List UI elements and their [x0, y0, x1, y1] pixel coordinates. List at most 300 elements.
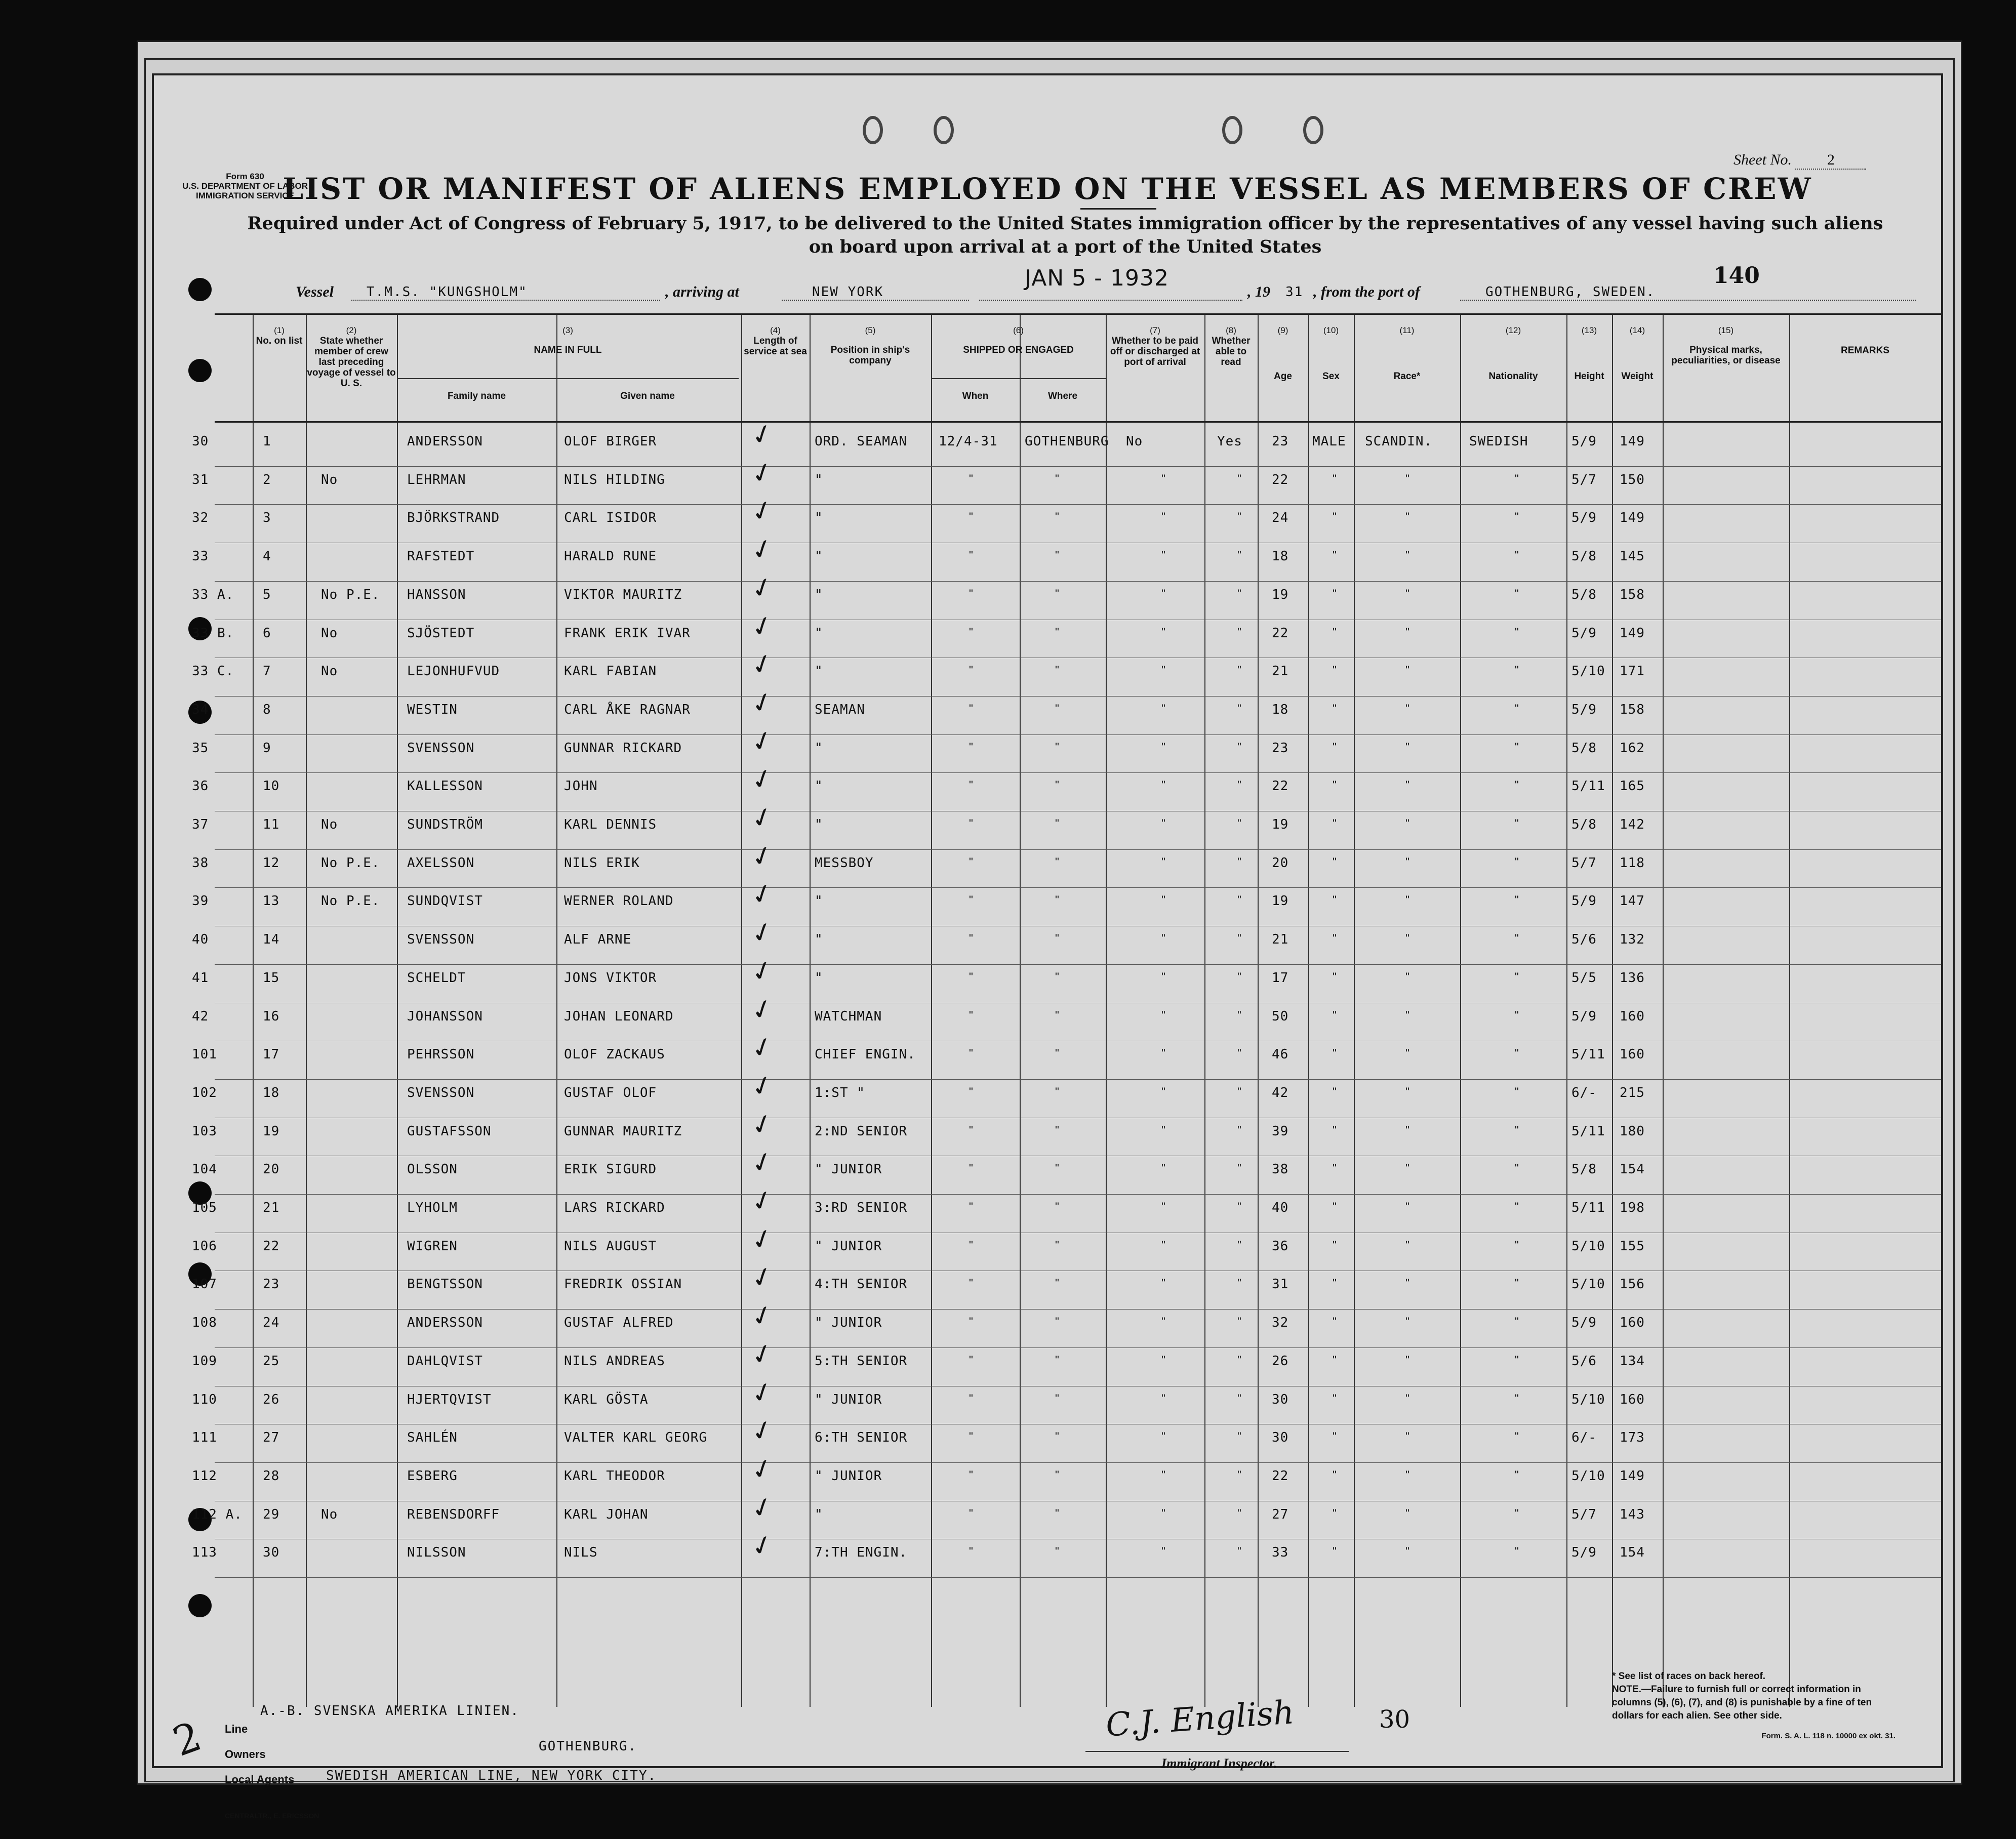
family-name: JOHANSSON: [407, 1008, 483, 1024]
footer-notes: [1612, 1670, 1896, 1743]
nationality: ": [1515, 970, 1519, 983]
family-name: GUSTAFSSON: [407, 1123, 492, 1139]
age: 36: [1272, 1238, 1289, 1254]
paid-off: ": [1161, 549, 1165, 562]
race: ": [1405, 1238, 1409, 1251]
age: 30: [1272, 1430, 1289, 1446]
age: 50: [1272, 1008, 1289, 1024]
previous-voyage: No P.E.: [321, 587, 380, 602]
column-divider: [253, 315, 254, 1707]
position: 6:TH SENIOR: [815, 1430, 908, 1446]
date-stamp: JAN 5 - 1932: [1025, 265, 1170, 291]
given-name: OLOF BIRGER: [564, 434, 657, 449]
able-to-read: ": [1237, 817, 1241, 830]
position: ": [815, 817, 823, 832]
check-mark: ✓: [747, 1528, 778, 1564]
height: 5/10: [1571, 1238, 1605, 1254]
position: ": [815, 779, 823, 794]
position: ": [815, 664, 823, 679]
col-label: Position in ship's company: [830, 345, 910, 366]
sex: ": [1333, 893, 1337, 907]
shipped-where: ": [1055, 1162, 1059, 1175]
check-mark: ✓: [747, 1298, 778, 1334]
list-number: 18: [263, 1085, 280, 1100]
age: 40: [1272, 1200, 1289, 1215]
height: 6/-: [1571, 1430, 1597, 1446]
race: ": [1405, 817, 1409, 830]
weight: 145: [1620, 549, 1645, 564]
weight: 180: [1620, 1123, 1645, 1139]
col-label: No. on list: [256, 336, 303, 346]
paid-off: ": [1161, 932, 1165, 945]
check-mark: ✓: [747, 992, 778, 1028]
weight: 132: [1620, 932, 1645, 948]
col-num: (7): [1150, 325, 1160, 335]
col-label: Race*: [1393, 371, 1421, 382]
col-num: (1): [274, 325, 285, 335]
margin-number: 31: [192, 472, 209, 487]
col-header-weight: [1612, 325, 1663, 382]
height: 5/9: [1571, 1315, 1597, 1331]
weight: 171: [1620, 664, 1645, 679]
check-mark: ✓: [747, 723, 778, 759]
column-divider: [397, 315, 398, 1707]
able-to-read: ": [1237, 1468, 1241, 1481]
position: MESSBOY: [815, 855, 874, 871]
col-label: Nationality: [1488, 371, 1538, 382]
margin-number: 111: [192, 1430, 217, 1446]
height: 5/10: [1571, 1277, 1605, 1292]
table-row: [215, 887, 1941, 888]
given-name: NILS ERIK: [564, 855, 640, 871]
nationality: ": [1515, 779, 1519, 792]
able-to-read: ": [1237, 1545, 1241, 1558]
col-header-service: [741, 325, 810, 357]
sex: ": [1333, 510, 1337, 523]
age: 18: [1272, 549, 1289, 564]
shipped-where: ": [1055, 625, 1059, 638]
col-header-read: [1204, 325, 1258, 367]
weight: 156: [1620, 1277, 1645, 1292]
family-name: SAHLÉN: [407, 1430, 458, 1446]
column-divider: [741, 315, 742, 1707]
given-name: KARL GÖSTA: [564, 1392, 649, 1407]
margin-number: 112: [192, 1468, 217, 1484]
nationality: ": [1515, 932, 1519, 945]
sex: ": [1333, 1162, 1337, 1175]
shipped-where: ": [1055, 1545, 1059, 1558]
shipped-when: ": [969, 587, 973, 600]
position: " JUNIOR: [815, 1468, 882, 1484]
check-mark: ✓: [747, 608, 778, 644]
table-row: [215, 964, 1941, 965]
col-num: (8): [1226, 325, 1236, 335]
family-name: ANDERSSON: [407, 434, 483, 449]
nationality: ": [1515, 893, 1519, 907]
weight: 147: [1620, 893, 1645, 909]
nationality: ": [1515, 1392, 1519, 1405]
paid-off: ": [1161, 1200, 1165, 1213]
margin-number: 32: [192, 510, 209, 526]
able-to-read: ": [1237, 1392, 1241, 1405]
check-mark: ✓: [747, 494, 778, 529]
shipped-where: ": [1055, 1200, 1059, 1213]
age: 18: [1272, 702, 1289, 717]
weight: 154: [1620, 1545, 1645, 1561]
col-num: (9): [1277, 325, 1288, 335]
shipped-when: ": [969, 855, 973, 868]
given-name: NILS: [564, 1545, 598, 1561]
able-to-read: ": [1237, 932, 1241, 945]
margin-number: 104: [192, 1162, 217, 1177]
punch-hole: [188, 278, 212, 301]
shipped-where: ": [1055, 855, 1059, 868]
margin-number: 102: [192, 1085, 217, 1100]
position: 2:ND SENIOR: [815, 1123, 908, 1139]
shipped-where: ": [1055, 664, 1059, 677]
list-number: 26: [263, 1392, 280, 1407]
race: ": [1405, 549, 1409, 562]
clip-mark: [1303, 116, 1323, 144]
check-mark: ✓: [747, 838, 778, 874]
inspector-label: Immigrant Inspector.: [1161, 1756, 1277, 1771]
sex: ": [1333, 702, 1337, 715]
agents-label: Local Agents: [225, 1773, 295, 1786]
race-note: * See list of races on back hereof.: [1612, 1671, 1766, 1682]
list-number: 4: [263, 549, 271, 564]
col-num: (10): [1323, 325, 1339, 335]
check-mark: ✓: [747, 953, 778, 990]
column-divider: [931, 315, 932, 1707]
owners-row: [225, 1739, 832, 1762]
weight: 149: [1620, 625, 1645, 641]
nationality: ": [1515, 1430, 1519, 1443]
column-divider: [1258, 315, 1259, 1707]
paid-off: ": [1161, 587, 1165, 600]
list-number: 11: [263, 817, 280, 832]
check-mark: ✓: [747, 1183, 778, 1219]
weight: 136: [1620, 970, 1645, 986]
list-number: 15: [263, 970, 280, 986]
col-header-sex: [1308, 325, 1354, 382]
sex: ": [1333, 1047, 1337, 1060]
able-to-read: ": [1237, 1353, 1241, 1366]
check-mark: ✓: [747, 1490, 778, 1526]
weight: 160: [1620, 1392, 1645, 1407]
paid-off: ": [1161, 1162, 1165, 1175]
header-bottom-rule: [215, 421, 1941, 423]
able-to-read: ": [1237, 472, 1241, 485]
able-to-read: ": [1237, 510, 1241, 523]
able-to-read: ": [1237, 1315, 1241, 1328]
margin-number: 35: [192, 740, 209, 756]
shipped-when: ": [969, 1468, 973, 1481]
paid-off: ": [1161, 1277, 1165, 1290]
list-number: 28: [263, 1468, 280, 1484]
nationality: ": [1515, 1200, 1519, 1213]
race: ": [1405, 1545, 1409, 1558]
check-mark: ✓: [747, 1221, 778, 1257]
position: ORD. SEAMAN: [815, 434, 908, 449]
age: 22: [1272, 625, 1289, 641]
check-mark: ✓: [747, 1260, 778, 1296]
sex: ": [1333, 549, 1337, 562]
age: 22: [1272, 779, 1289, 794]
paid-off: ": [1161, 1430, 1165, 1443]
column-divider: [1106, 315, 1107, 1707]
shipped-when: ": [969, 1047, 973, 1060]
list-number: 8: [263, 702, 271, 717]
col-header-paid-off: [1106, 325, 1204, 367]
shipped-when: ": [969, 1238, 973, 1251]
nationality: ": [1515, 740, 1519, 753]
owners-label: Owners: [225, 1748, 266, 1761]
able-to-read: ": [1237, 1047, 1241, 1060]
col-subheader-given: Given name: [620, 391, 675, 401]
col-header-physical: [1663, 325, 1789, 366]
margin-number: 110: [192, 1392, 217, 1407]
able-to-read: ": [1237, 1506, 1241, 1520]
penalty-note: NOTE.—Failure to furnish full or correct information in columns (5), (6), (7), and (8) is punishable by a fine of ten dollars for each alien. See other side.: [1612, 1684, 1872, 1721]
col-num: (6): [1013, 325, 1024, 335]
height: 5/7: [1571, 855, 1597, 871]
check-mark: ✓: [747, 1375, 778, 1411]
check-mark: ✓: [747, 646, 778, 683]
sex: ": [1333, 1238, 1337, 1251]
position: 7:TH ENGIN.: [815, 1545, 908, 1561]
paid-off: ": [1161, 664, 1165, 677]
shipped-when: ": [969, 1392, 973, 1405]
shipped-when: ": [969, 740, 973, 753]
height: 5/6: [1571, 932, 1597, 948]
position: ": [815, 893, 823, 909]
sex: ": [1333, 740, 1337, 753]
col-label: NAME IN FULL: [534, 345, 602, 355]
race: SCANDIN.: [1365, 434, 1433, 449]
height: 5/10: [1571, 1392, 1605, 1407]
height: 5/11: [1571, 1123, 1605, 1139]
check-mark: ✓: [747, 570, 778, 606]
paid-off: ": [1161, 472, 1165, 485]
shipped-when: ": [969, 625, 973, 638]
given-name: FRANK ERIK IVAR: [564, 625, 691, 641]
year-label: , 19: [1247, 283, 1270, 300]
margin-number: 33: [192, 549, 209, 564]
vessel-name: T.M.S. "KUNGSHOLM": [367, 284, 528, 300]
sex: ": [1333, 625, 1337, 638]
col-subheader-family: Family name: [447, 391, 506, 401]
position: ": [815, 932, 823, 948]
able-to-read: ": [1237, 779, 1241, 792]
table-row: [215, 1347, 1941, 1348]
paid-off: ": [1161, 779, 1165, 792]
family-name: HANSSON: [407, 587, 466, 602]
height: 5/8: [1571, 740, 1597, 756]
col-label: Sex: [1322, 371, 1340, 382]
table-row: [215, 581, 1941, 582]
paid-off: ": [1161, 1123, 1165, 1136]
given-name: OLOF ZACKAUS: [564, 1047, 665, 1062]
list-number: 12: [263, 855, 280, 871]
position: " JUNIOR: [815, 1315, 882, 1331]
shipped-where: ": [1055, 549, 1059, 562]
shipped-where: ": [1055, 702, 1059, 715]
family-name: WIGREN: [407, 1238, 458, 1254]
sex: ": [1333, 1277, 1337, 1290]
list-number: 25: [263, 1353, 280, 1369]
family-name: WESTIN: [407, 702, 458, 717]
shipped-where: ": [1055, 740, 1059, 753]
family-name: SUNDSTRÖM: [407, 817, 483, 832]
col-subheader-where: Where: [1047, 391, 1078, 401]
position: ": [815, 549, 823, 564]
table-row: [215, 772, 1941, 773]
nationality: ": [1515, 1468, 1519, 1481]
page-subtitle: Required under Act of Congress of February 5, 1917, to be delivered to the United States immigration officer by the representatives of any vessel having such aliens on board upon arrival at a port of the United States: [247, 213, 1883, 257]
race: ": [1405, 1008, 1409, 1021]
family-name: LYHOLM: [407, 1200, 458, 1215]
col-num: (12): [1505, 325, 1521, 335]
printer-line: CENTRALTR., E. ERICSSON: [225, 1812, 319, 1820]
able-to-read: ": [1237, 1238, 1241, 1251]
column-divider: [1460, 315, 1461, 1707]
shipped-when: ": [969, 970, 973, 983]
height: 5/8: [1571, 817, 1597, 832]
table-row: [215, 734, 1941, 735]
list-number: 6: [263, 625, 271, 641]
weight: 149: [1620, 434, 1645, 449]
paid-off: ": [1161, 510, 1165, 523]
shipped-when: ": [969, 1008, 973, 1021]
race: ": [1405, 664, 1409, 677]
col-num: (2): [346, 325, 357, 335]
check-mark: ✓: [747, 1107, 778, 1142]
agents-row: [225, 1768, 883, 1787]
check-mark: ✓: [747, 1336, 778, 1373]
shipped-when: ": [969, 1430, 973, 1443]
height: 5/10: [1571, 1468, 1605, 1484]
race: ": [1405, 1200, 1409, 1213]
col-num: (3): [562, 325, 573, 335]
weight: 149: [1620, 1468, 1645, 1484]
nationality: ": [1515, 1085, 1519, 1098]
able-to-read: ": [1237, 1200, 1241, 1213]
age: 42: [1272, 1085, 1289, 1100]
given-name: VIKTOR MAURITZ: [564, 587, 682, 602]
margin-number: 33 B.: [192, 625, 234, 641]
shipped-when: ": [969, 1277, 973, 1290]
shipped-where: ": [1055, 817, 1059, 830]
check-mark: ✓: [747, 417, 778, 453]
shipped-when: ": [969, 472, 973, 485]
check-mark: ✓: [747, 1451, 778, 1488]
shipped-when: ": [969, 1162, 973, 1175]
race: ": [1405, 893, 1409, 907]
crew-table: [192, 313, 1941, 1707]
age: 20: [1272, 855, 1289, 871]
age: 38: [1272, 1162, 1289, 1177]
shipped-where: ": [1055, 1315, 1059, 1328]
nationality: ": [1515, 1162, 1519, 1175]
nationality: ": [1515, 664, 1519, 677]
shipped-where: ": [1055, 1468, 1059, 1481]
race: ": [1405, 1430, 1409, 1443]
sex: ": [1333, 1392, 1337, 1405]
shipped-where: ": [1055, 1085, 1059, 1098]
race: ": [1405, 740, 1409, 753]
race: ": [1405, 855, 1409, 868]
able-to-read: ": [1237, 625, 1241, 638]
able-to-read: ": [1237, 587, 1241, 600]
paid-off: ": [1161, 817, 1165, 830]
col-label: SHIPPED OR ENGAGED: [963, 345, 1074, 355]
col-num: (13): [1581, 325, 1597, 335]
list-number: 16: [263, 1008, 280, 1024]
given-name: KARL DENNIS: [564, 817, 657, 832]
paid-off: ": [1161, 1468, 1165, 1481]
race: ": [1405, 1506, 1409, 1520]
nationality: SWEDISH: [1469, 434, 1528, 449]
manifest-number: 140: [1713, 263, 1760, 289]
weight: 143: [1620, 1506, 1645, 1522]
age: 19: [1272, 817, 1289, 832]
age: 23: [1272, 740, 1289, 756]
margin-number: 101: [192, 1047, 217, 1062]
col-label: REMARKS: [1840, 345, 1890, 356]
height: 5/9: [1571, 1545, 1597, 1561]
shipped-when: ": [969, 510, 973, 523]
column-divider: [1020, 315, 1021, 1707]
list-number: 20: [263, 1162, 280, 1177]
margin-number: 41: [192, 970, 209, 986]
line-row: [225, 1703, 731, 1736]
column-divider: [1566, 315, 1567, 1707]
able-to-read: Yes: [1217, 434, 1242, 449]
check-mark: ✓: [747, 1145, 778, 1181]
agents-value: SWEDISH AMERICAN LINE, NEW YORK CITY.: [326, 1768, 657, 1783]
sex: ": [1333, 970, 1337, 983]
age: 32: [1272, 1315, 1289, 1331]
given-name: GUSTAF ALFRED: [564, 1315, 674, 1331]
given-name: ALF ARNE: [564, 932, 632, 948]
col-header-height: [1566, 325, 1612, 382]
nationality: ": [1515, 1315, 1519, 1328]
col-num: (5): [865, 325, 876, 335]
col-label: Whether able to read: [1212, 336, 1251, 367]
inspector-signature: C.J. English: [1104, 1694, 1296, 1744]
clip-mark: [863, 116, 883, 144]
age: 46: [1272, 1047, 1289, 1062]
list-number: 9: [263, 740, 271, 756]
list-number: 13: [263, 893, 280, 909]
col-header-age: [1258, 325, 1308, 382]
race: ": [1405, 625, 1409, 638]
height: 5/9: [1571, 625, 1597, 641]
col-label: Weight: [1621, 371, 1654, 382]
previous-voyage: No P.E.: [321, 893, 380, 909]
position: 5:TH SENIOR: [815, 1353, 908, 1369]
family-name: BENGTSSON: [407, 1277, 483, 1292]
given-name: CARL ÅKE RAGNAR: [564, 702, 691, 717]
punch-hole: [188, 1594, 212, 1617]
able-to-read: ": [1237, 1085, 1241, 1098]
able-to-read: ": [1237, 1430, 1241, 1443]
able-to-read: ": [1237, 1008, 1241, 1021]
weight: 142: [1620, 817, 1645, 832]
family-name: LEHRMAN: [407, 472, 466, 487]
position: ": [815, 740, 823, 756]
col-header-remarks: [1789, 325, 1941, 356]
